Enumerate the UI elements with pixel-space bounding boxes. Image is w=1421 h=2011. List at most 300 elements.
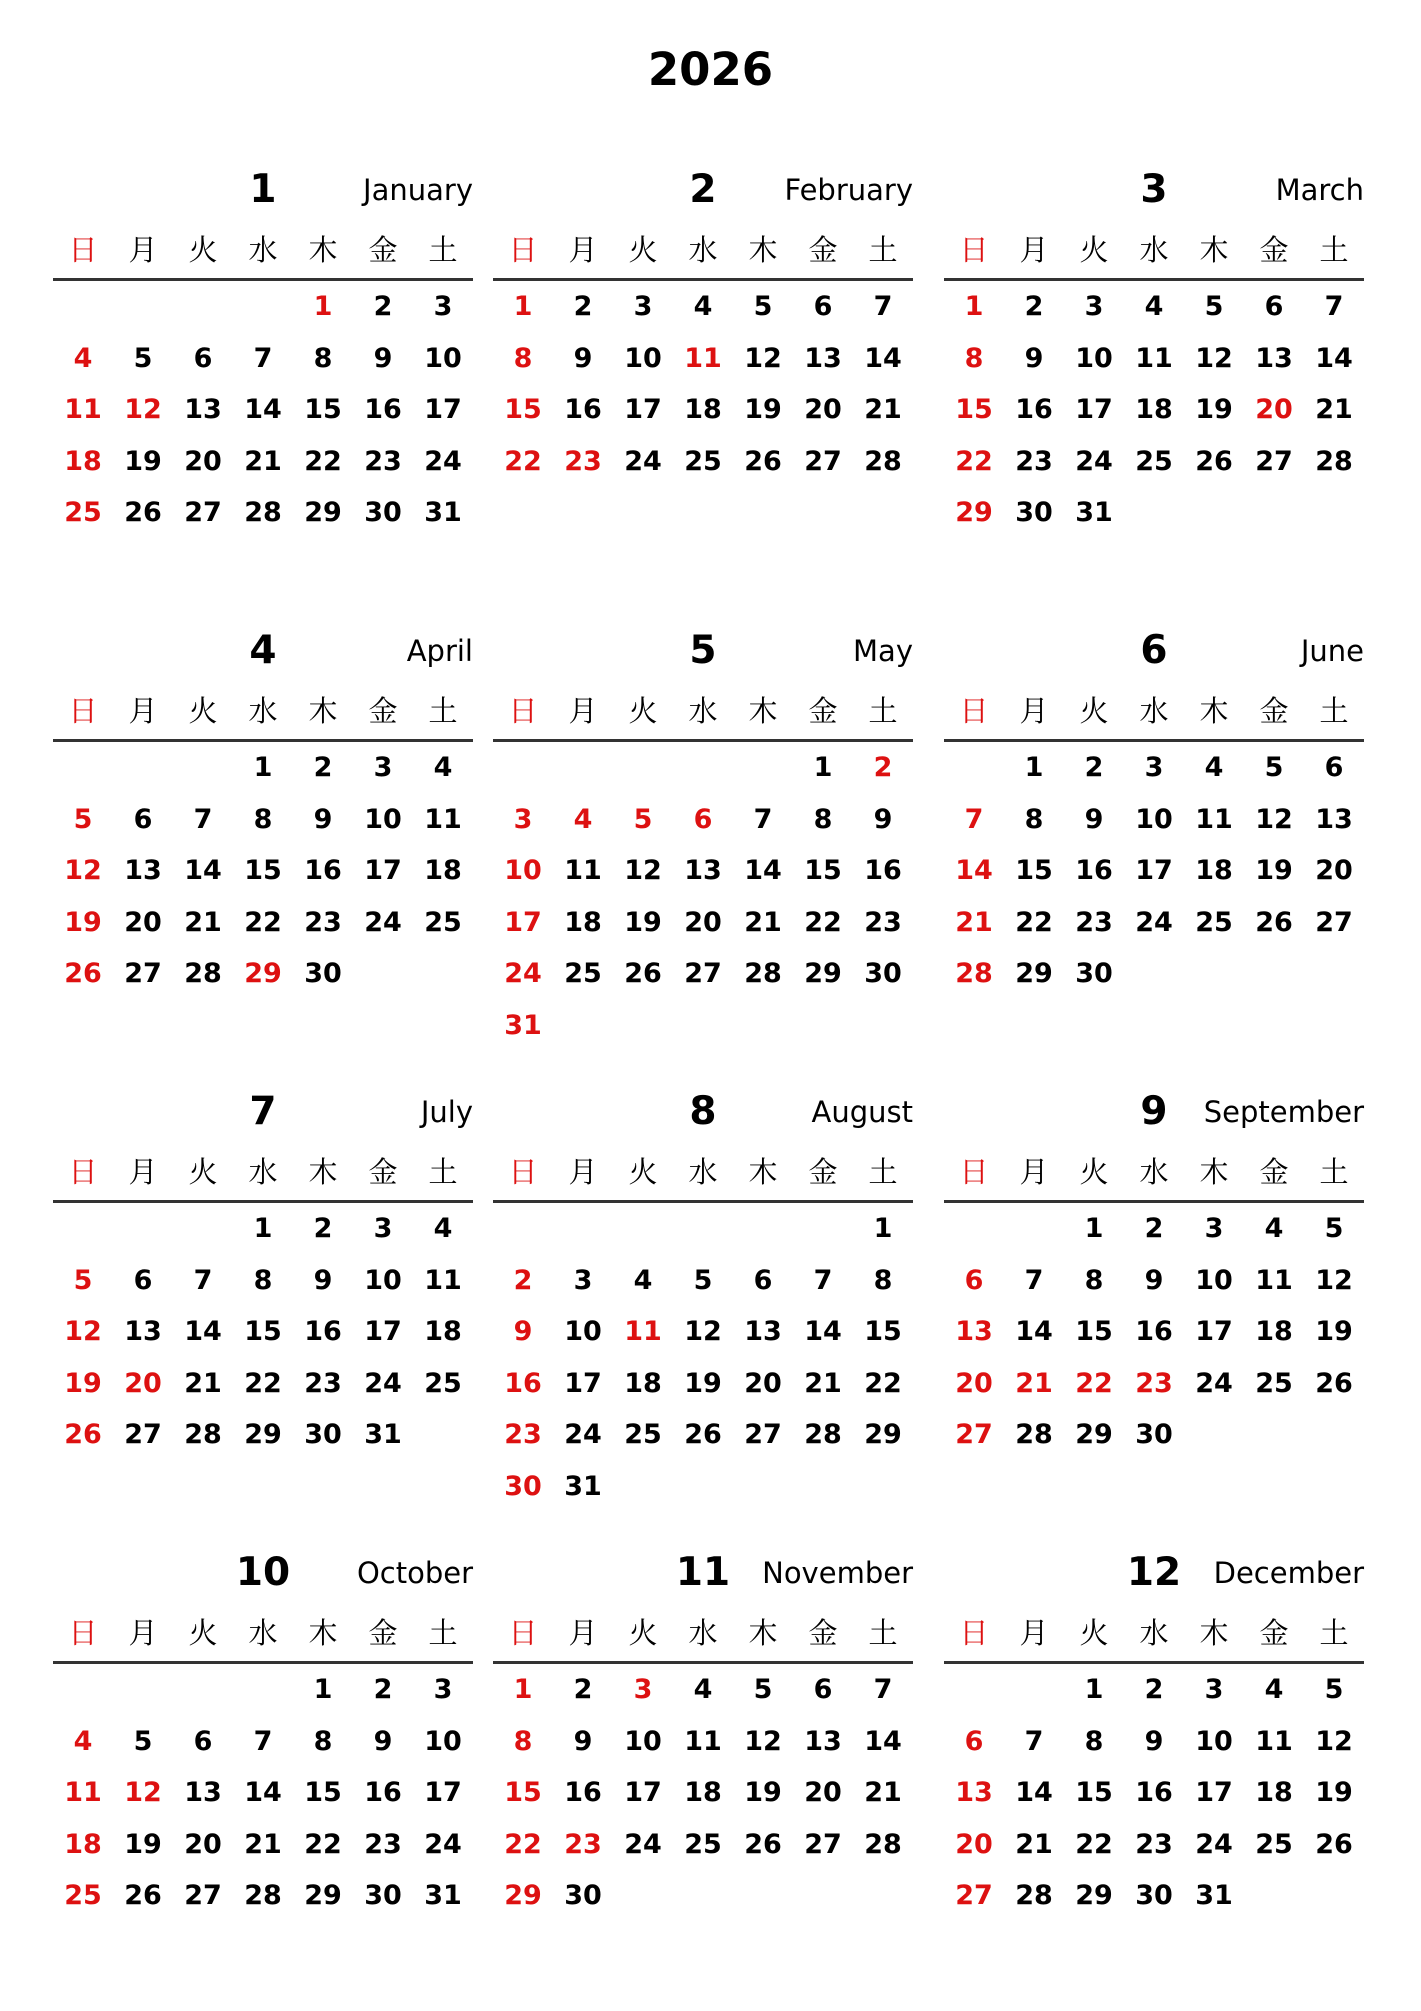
day-cell: 28 <box>184 958 222 989</box>
month-11 <box>493 1541 913 1971</box>
day-cell: 5 <box>1324 1674 1344 1705</box>
day-cell: 18 <box>64 445 102 477</box>
day-cell: 5 <box>1324 1213 1344 1244</box>
weekday-header-row <box>944 683 1364 742</box>
day-cell: 11 <box>64 1777 102 1808</box>
day-cell: 1 <box>253 752 273 783</box>
month-name: October <box>356 1556 473 1590</box>
day-cell: 7 <box>1024 1725 1044 1757</box>
day-cell: 6 <box>813 1674 833 1705</box>
day-cell: 24 <box>364 1367 402 1399</box>
weekday-label: 水 <box>248 694 278 728</box>
empty-cell <box>173 1664 233 1716</box>
day-cell: 18 <box>1255 1316 1293 1347</box>
day-cell: 20 <box>955 1367 993 1399</box>
day-cell: 23 <box>1075 906 1113 938</box>
empty-cell <box>673 1203 733 1255</box>
day-cell: 25 <box>64 497 102 528</box>
month-header <box>53 1080 473 1144</box>
weekday-label: 土 <box>1319 1616 1349 1650</box>
day-cell: 26 <box>744 1828 782 1860</box>
day-cell: 14 <box>1015 1777 1053 1808</box>
day-cell: 11 <box>1195 803 1233 835</box>
day-cell: 27 <box>955 1880 993 1911</box>
day-cell: 19 <box>1315 1316 1353 1347</box>
day-cell: 21 <box>804 1367 842 1399</box>
day-cell: 11 <box>424 1264 462 1296</box>
day-cell: 4 <box>1264 1674 1284 1705</box>
weekday-label: 金 <box>368 694 398 728</box>
day-cell: 14 <box>955 855 993 886</box>
day-cell: 28 <box>804 1419 842 1450</box>
day-cell: 27 <box>955 1419 993 1450</box>
month-10 <box>53 1541 473 1971</box>
day-cell: 9 <box>373 1725 393 1757</box>
day-cell: 18 <box>1195 855 1233 886</box>
weekday-label: 日 <box>508 1616 538 1650</box>
month-7 <box>53 1080 473 1510</box>
weekday-label: 木 <box>308 1155 338 1189</box>
day-cell: 1 <box>1084 1213 1104 1244</box>
empty-cell <box>553 742 613 794</box>
day-cell: 23 <box>304 906 342 938</box>
day-cell: 10 <box>424 1725 462 1757</box>
day-grid <box>944 281 1364 539</box>
weekday-label: 金 <box>1259 1616 1289 1650</box>
day-cell: 15 <box>864 1316 902 1347</box>
day-cell: 10 <box>564 1316 602 1347</box>
weekday-label: 火 <box>188 233 218 267</box>
day-cell: 2 <box>373 1674 393 1705</box>
weekday-header-row <box>944 1144 1364 1203</box>
day-cell: 6 <box>193 342 213 374</box>
day-cell: 30 <box>564 1880 602 1911</box>
day-cell: 29 <box>504 1880 542 1911</box>
weekday-label: 水 <box>248 1616 278 1650</box>
day-cell: 24 <box>564 1419 602 1450</box>
month-header <box>53 158 473 222</box>
day-cell: 18 <box>424 855 462 886</box>
day-cell: 1 <box>313 1674 333 1705</box>
day-cell: 19 <box>1195 394 1233 425</box>
day-cell: 19 <box>64 1367 102 1399</box>
day-cell: 9 <box>873 803 893 835</box>
month-12 <box>944 1541 1364 1971</box>
day-cell: 10 <box>364 1264 402 1296</box>
weekday-label: 日 <box>508 233 538 267</box>
weekday-header-row <box>493 222 913 281</box>
day-cell: 3 <box>1204 1674 1224 1705</box>
day-cell: 25 <box>1255 1828 1293 1860</box>
empty-cell <box>113 742 173 794</box>
day-cell: 24 <box>1195 1367 1233 1399</box>
day-cell: 12 <box>64 855 102 886</box>
weekday-label: 土 <box>428 233 458 267</box>
day-cell: 14 <box>744 855 782 886</box>
weekday-header-row <box>493 1144 913 1203</box>
empty-cell <box>553 1203 613 1255</box>
day-cell: 31 <box>1195 1880 1233 1911</box>
weekday-label: 木 <box>1199 233 1229 267</box>
day-cell: 15 <box>244 855 282 886</box>
day-grid <box>53 742 473 1000</box>
month-number: 2 <box>689 167 717 212</box>
day-cell: 22 <box>504 1828 542 1860</box>
day-cell: 24 <box>1075 445 1113 477</box>
month-8 <box>493 1080 913 1510</box>
day-cell: 14 <box>244 1777 282 1808</box>
weekday-label: 水 <box>688 233 718 267</box>
day-cell: 7 <box>873 1674 893 1705</box>
day-cell: 1 <box>513 291 533 322</box>
day-cell: 7 <box>964 803 984 835</box>
day-cell: 18 <box>564 906 602 938</box>
weekday-label: 火 <box>628 233 658 267</box>
weekday-header-row <box>493 1605 913 1664</box>
day-cell: 24 <box>424 1828 462 1860</box>
day-cell: 26 <box>64 958 102 989</box>
day-cell: 21 <box>955 906 993 938</box>
day-cell: 13 <box>804 342 842 374</box>
day-cell: 19 <box>624 906 662 938</box>
day-cell: 16 <box>304 855 342 886</box>
day-cell: 8 <box>513 1725 533 1757</box>
day-cell: 17 <box>364 1316 402 1347</box>
day-cell: 27 <box>1315 906 1353 938</box>
day-cell: 10 <box>364 803 402 835</box>
month-name: August <box>811 1095 913 1129</box>
day-cell: 25 <box>624 1419 662 1450</box>
weekday-label: 火 <box>628 1155 658 1189</box>
day-cell: 30 <box>864 958 902 989</box>
day-cell: 13 <box>955 1316 993 1347</box>
day-cell: 18 <box>424 1316 462 1347</box>
day-cell: 5 <box>133 342 153 374</box>
empty-cell <box>173 1203 233 1255</box>
weekday-label: 日 <box>68 1616 98 1650</box>
day-cell: 29 <box>864 1419 902 1450</box>
weekday-label: 火 <box>1079 1155 1109 1189</box>
day-cell: 13 <box>1255 342 1293 374</box>
day-cell: 29 <box>1075 1880 1113 1911</box>
empty-cell <box>673 742 733 794</box>
day-cell: 12 <box>684 1316 722 1347</box>
day-cell: 3 <box>573 1264 593 1296</box>
day-cell: 20 <box>804 394 842 425</box>
day-cell: 15 <box>504 394 542 425</box>
day-cell: 11 <box>684 342 722 374</box>
weekday-label: 月 <box>568 1155 598 1189</box>
day-cell: 6 <box>1324 752 1344 783</box>
day-cell: 3 <box>633 291 653 322</box>
day-cell: 8 <box>513 342 533 374</box>
day-cell: 28 <box>955 958 993 989</box>
day-cell: 22 <box>1015 906 1053 938</box>
weekday-label: 水 <box>688 1155 718 1189</box>
empty-cell <box>944 1203 1004 1255</box>
day-cell: 11 <box>1255 1725 1293 1757</box>
day-cell: 20 <box>184 445 222 477</box>
day-cell: 5 <box>73 803 93 835</box>
day-grid <box>53 1664 473 1922</box>
month-number: 9 <box>1140 1089 1168 1134</box>
month-header <box>493 158 913 222</box>
day-cell: 17 <box>1075 394 1113 425</box>
day-cell: 10 <box>624 1725 662 1757</box>
day-cell: 2 <box>1144 1213 1164 1244</box>
day-cell: 1 <box>513 1674 533 1705</box>
weekday-label: 金 <box>1259 233 1289 267</box>
month-number: 8 <box>689 1089 717 1134</box>
day-cell: 7 <box>873 291 893 322</box>
month-header <box>944 1080 1364 1144</box>
day-cell: 27 <box>684 958 722 989</box>
day-cell: 12 <box>744 342 782 374</box>
day-cell: 22 <box>955 445 993 477</box>
day-cell: 26 <box>124 497 162 528</box>
day-cell: 26 <box>624 958 662 989</box>
month-2 <box>493 158 913 588</box>
day-cell: 8 <box>1084 1725 1104 1757</box>
day-cell: 15 <box>504 1777 542 1808</box>
day-cell: 20 <box>684 906 722 938</box>
day-cell: 10 <box>504 855 542 886</box>
day-cell: 7 <box>193 1264 213 1296</box>
month-number: 12 <box>1126 1550 1182 1595</box>
day-cell: 4 <box>1264 1213 1284 1244</box>
day-cell: 12 <box>744 1725 782 1757</box>
weekday-label: 金 <box>368 1155 398 1189</box>
day-cell: 5 <box>753 1674 773 1705</box>
weekday-label: 月 <box>128 694 158 728</box>
month-number: 7 <box>249 1089 277 1134</box>
day-cell: 3 <box>373 1213 393 1244</box>
day-cell: 22 <box>1075 1828 1113 1860</box>
day-cell: 30 <box>304 1419 342 1450</box>
day-cell: 13 <box>684 855 722 886</box>
day-cell: 16 <box>1135 1777 1173 1808</box>
empty-cell <box>613 742 673 794</box>
day-cell: 2 <box>513 1264 533 1296</box>
day-cell: 5 <box>1264 752 1284 783</box>
day-cell: 27 <box>804 445 842 477</box>
weekday-label: 木 <box>748 1616 778 1650</box>
weekday-label: 月 <box>1019 233 1049 267</box>
month-name: September <box>1203 1095 1364 1129</box>
day-cell: 15 <box>1075 1777 1113 1808</box>
day-cell: 19 <box>124 445 162 477</box>
empty-cell <box>613 1203 673 1255</box>
month-name: December <box>1213 1556 1364 1590</box>
day-cell: 14 <box>184 1316 222 1347</box>
day-cell: 3 <box>633 1674 653 1705</box>
weekday-label: 火 <box>628 694 658 728</box>
day-cell: 10 <box>424 342 462 374</box>
month-4 <box>53 619 473 1049</box>
month-3 <box>944 158 1364 588</box>
day-cell: 31 <box>424 1880 462 1911</box>
weekday-label: 日 <box>508 694 538 728</box>
day-cell: 16 <box>504 1367 542 1399</box>
day-cell: 16 <box>1075 855 1113 886</box>
weekday-label: 火 <box>1079 1616 1109 1650</box>
month-name: May <box>853 634 913 668</box>
day-cell: 27 <box>184 1880 222 1911</box>
day-cell: 3 <box>513 803 533 835</box>
day-cell: 9 <box>1024 342 1044 374</box>
day-cell: 13 <box>124 855 162 886</box>
day-cell: 11 <box>564 855 602 886</box>
day-cell: 9 <box>313 803 333 835</box>
day-cell: 21 <box>864 1777 902 1808</box>
weekday-label: 土 <box>428 1616 458 1650</box>
weekday-label: 土 <box>428 694 458 728</box>
day-cell: 7 <box>1024 1264 1044 1296</box>
day-cell: 23 <box>1135 1828 1173 1860</box>
weekday-label: 木 <box>748 694 778 728</box>
day-cell: 8 <box>1084 1264 1104 1296</box>
weekday-label: 木 <box>1199 694 1229 728</box>
day-grid <box>944 742 1364 1000</box>
weekday-label: 土 <box>868 1616 898 1650</box>
day-cell: 14 <box>864 342 902 374</box>
day-cell: 18 <box>684 1777 722 1808</box>
day-grid <box>53 1203 473 1461</box>
day-cell: 1 <box>253 1213 273 1244</box>
empty-cell <box>233 281 293 333</box>
weekday-label: 金 <box>1259 694 1289 728</box>
weekday-label: 金 <box>368 1616 398 1650</box>
day-cell: 11 <box>624 1316 662 1347</box>
day-cell: 21 <box>184 1367 222 1399</box>
day-cell: 22 <box>244 906 282 938</box>
day-cell: 31 <box>1075 497 1113 528</box>
month-name: April <box>406 634 473 668</box>
empty-cell <box>493 1203 553 1255</box>
day-cell: 20 <box>804 1777 842 1808</box>
day-cell: 21 <box>1015 1828 1053 1860</box>
weekday-label: 火 <box>188 694 218 728</box>
day-cell: 25 <box>64 1880 102 1911</box>
weekday-label: 日 <box>959 1155 989 1189</box>
day-cell: 30 <box>304 958 342 989</box>
day-cell: 2 <box>313 752 333 783</box>
day-cell: 27 <box>1255 445 1293 477</box>
day-cell: 1 <box>813 752 833 783</box>
empty-cell <box>113 1664 173 1716</box>
weekday-label: 月 <box>568 694 598 728</box>
month-number: 11 <box>675 1550 731 1595</box>
day-cell: 14 <box>244 394 282 425</box>
day-cell: 15 <box>304 1777 342 1808</box>
day-cell: 22 <box>804 906 842 938</box>
day-cell: 9 <box>573 1725 593 1757</box>
day-cell: 13 <box>1315 803 1353 835</box>
day-cell: 16 <box>1135 1316 1173 1347</box>
day-cell: 30 <box>1135 1419 1173 1450</box>
weekday-header-row <box>53 1144 473 1203</box>
empty-cell <box>233 1664 293 1716</box>
day-cell: 9 <box>1144 1264 1164 1296</box>
empty-cell <box>733 1203 793 1255</box>
empty-cell <box>53 281 113 333</box>
day-grid <box>493 281 913 487</box>
day-cell: 4 <box>573 803 593 835</box>
day-cell: 2 <box>1144 1674 1164 1705</box>
month-header <box>944 619 1364 683</box>
day-cell: 19 <box>124 1828 162 1860</box>
weekday-header-row <box>53 222 473 281</box>
day-cell: 2 <box>573 291 593 322</box>
day-cell: 29 <box>1015 958 1053 989</box>
day-cell: 9 <box>313 1264 333 1296</box>
day-cell: 28 <box>1015 1880 1053 1911</box>
weekday-label: 火 <box>1079 233 1109 267</box>
day-cell: 14 <box>804 1316 842 1347</box>
weekday-label: 月 <box>1019 694 1049 728</box>
day-cell: 28 <box>244 497 282 528</box>
day-grid <box>493 1664 913 1922</box>
day-cell: 6 <box>964 1725 984 1757</box>
day-cell: 15 <box>304 394 342 425</box>
day-grid <box>493 1203 913 1512</box>
weekday-header-row <box>944 222 1364 281</box>
day-cell: 27 <box>124 958 162 989</box>
day-cell: 12 <box>124 1777 162 1808</box>
day-cell: 16 <box>564 394 602 425</box>
day-cell: 4 <box>633 1264 653 1296</box>
weekday-label: 水 <box>248 1155 278 1189</box>
month-number: 4 <box>249 628 277 673</box>
weekday-label: 土 <box>868 233 898 267</box>
day-cell: 8 <box>313 342 333 374</box>
weekday-header-row <box>944 1605 1364 1664</box>
weekday-label: 月 <box>128 233 158 267</box>
day-cell: 3 <box>1204 1213 1224 1244</box>
day-cell: 17 <box>624 1777 662 1808</box>
day-cell: 27 <box>744 1419 782 1450</box>
day-cell: 3 <box>1084 291 1104 322</box>
day-grid <box>944 1664 1364 1922</box>
day-cell: 20 <box>744 1367 782 1399</box>
weekday-header-row <box>493 683 913 742</box>
day-cell: 30 <box>364 497 402 528</box>
day-cell: 26 <box>1195 445 1233 477</box>
day-cell: 26 <box>684 1419 722 1450</box>
day-cell: 20 <box>184 1828 222 1860</box>
day-cell: 16 <box>304 1316 342 1347</box>
day-cell: 8 <box>253 1264 273 1296</box>
weekday-label: 月 <box>568 233 598 267</box>
weekday-label: 水 <box>688 1616 718 1650</box>
day-cell: 17 <box>1195 1316 1233 1347</box>
day-cell: 12 <box>1195 342 1233 374</box>
weekday-label: 木 <box>1199 1616 1229 1650</box>
day-cell: 25 <box>1195 906 1233 938</box>
empty-cell <box>53 1664 113 1716</box>
day-cell: 21 <box>1315 394 1353 425</box>
month-header <box>493 1080 913 1144</box>
month-name: July <box>420 1095 473 1129</box>
day-cell: 17 <box>504 906 542 938</box>
day-cell: 25 <box>1135 445 1173 477</box>
day-cell: 12 <box>64 1316 102 1347</box>
day-cell: 4 <box>1204 752 1224 783</box>
day-cell: 16 <box>864 855 902 886</box>
day-cell: 5 <box>133 1725 153 1757</box>
day-cell: 14 <box>1015 1316 1053 1347</box>
weekday-label: 日 <box>959 694 989 728</box>
